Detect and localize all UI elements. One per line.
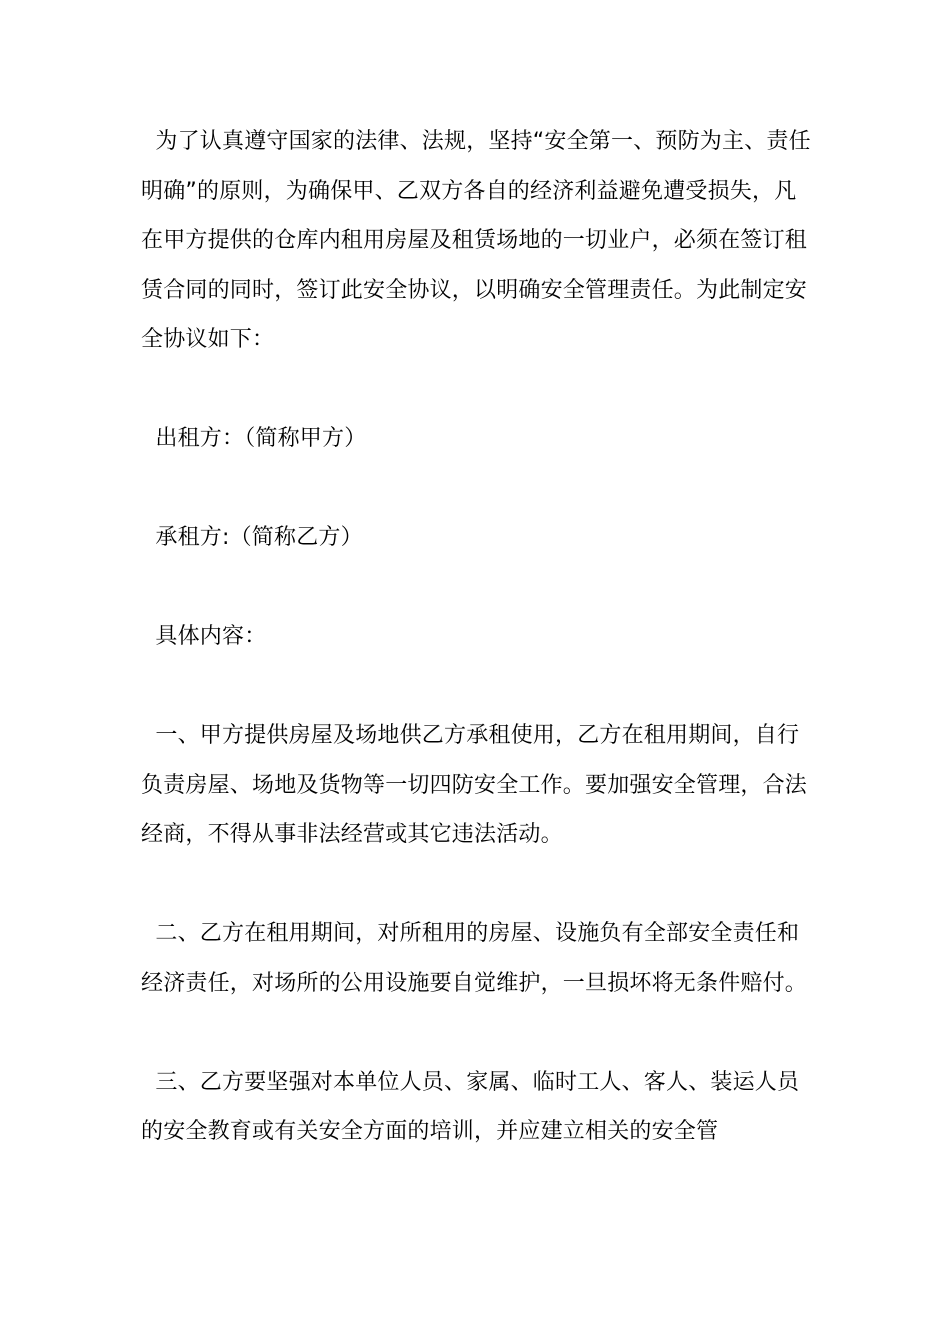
paragraph-spacer (141, 662, 817, 712)
paragraph-spacer (141, 1008, 817, 1058)
paragraph-spacer (141, 365, 817, 415)
paragraph-spacer (141, 860, 817, 910)
content-heading: 具体内容： (141, 624, 267, 649)
paragraph-spacer (141, 563, 817, 613)
clause-three: 三、乙方要坚强对本单位人员、家属、临时工人、客人、装运人员的安全教育或有关安全方面的培训，并应建立相关的安全管 (141, 1069, 800, 1144)
lessor-line: 出租方：（简称甲方） (141, 426, 367, 451)
intro-paragraph: 为了认真遵守国家的法律、法规，坚持“安全第一、预防为主、责任明确”的原则，为确保甲、乙双方各自的经济利益避免遭受损失，凡在甲方提供的仓库内租用房屋及租赁场地的一切业户，必须在签订租赁合同的同时，签订此安全协议，以明确安全管理责任。为此制定安全协议如下： (141, 129, 811, 352)
paragraph-spacer (141, 464, 817, 514)
clause-two: 二、乙方在租用期间，对所租用的房屋、设施负有全部安全责任和经济责任，对场所的公用设施要自觉维护，一旦损坏将无条件赔付。 (141, 921, 808, 996)
lessee-line: 承租方:（简称乙方） (141, 525, 363, 550)
document-body (141, 117, 817, 1157)
clause-one: 一、甲方提供房屋及场地供乙方承租使用，乙方在租用期间，自行负责房屋、场地及货物等一切四防安全工作。要加强安全管理，合法经商，不得从事非法经营或其它违法活动。 (141, 723, 808, 847)
